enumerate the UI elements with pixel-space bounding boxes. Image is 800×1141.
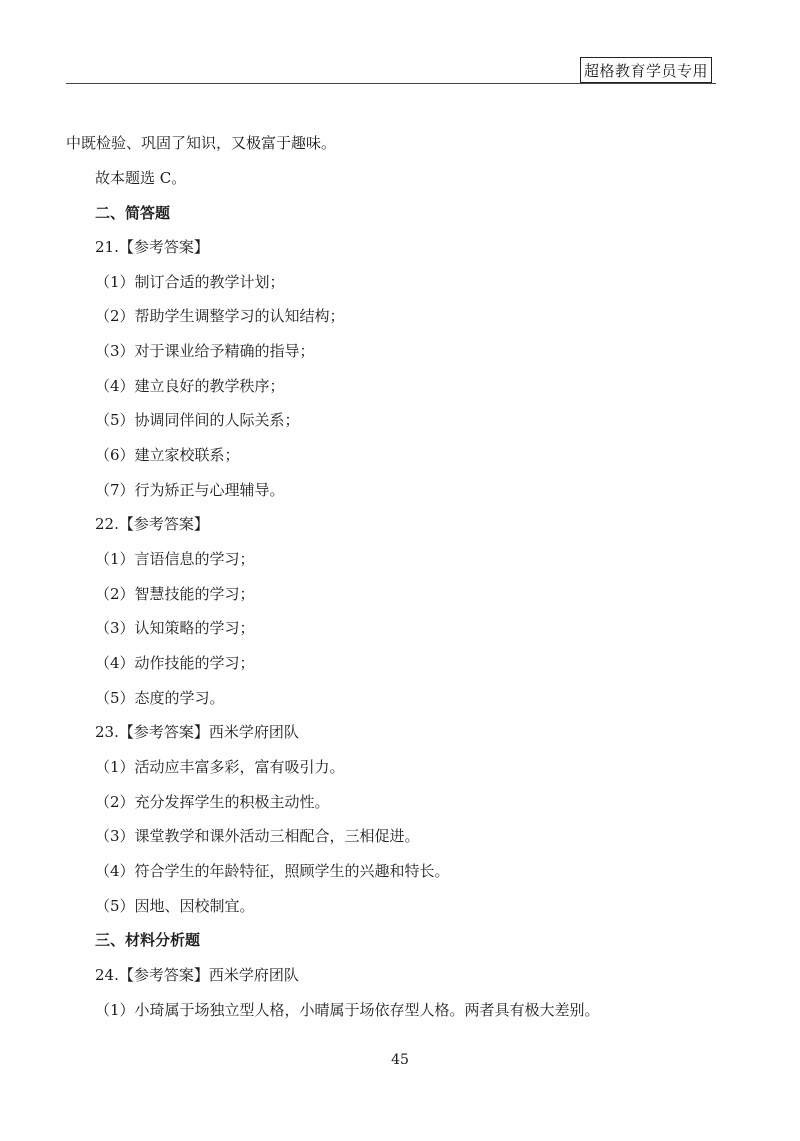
list-item: （1）制订合适的教学计划； xyxy=(95,273,285,291)
list-item: （3）对于课业给予精确的指导； xyxy=(95,342,315,360)
list-item: （1）言语信息的学习； xyxy=(95,550,255,568)
list-item: （5）态度的学习。 xyxy=(95,689,225,707)
section-heading: 三、材料分析题 xyxy=(95,931,201,949)
list-item: （2）充分发挥学生的积极主动性。 xyxy=(95,793,330,811)
list-item: （2）智慧技能的学习； xyxy=(95,585,255,603)
answer-heading: 24.【参考答案】西米学府团队 xyxy=(95,966,299,984)
answer-heading: 21.【参考答案】 xyxy=(95,238,209,256)
list-item: （1）活动应丰富多彩，富有吸引力。 xyxy=(95,758,345,776)
header-rule xyxy=(66,83,716,84)
list-item: （4）动作技能的学习； xyxy=(95,654,255,672)
answer-heading: 23.【参考答案】西米学府团队 xyxy=(95,723,299,741)
list-item: （6）建立家校联系； xyxy=(95,446,240,464)
list-item: （1）小琦属于场独立型人格，小晴属于场依存型人格。两者具有极大差别。 xyxy=(95,1001,600,1019)
list-item: （7）行为矫正与心理辅导。 xyxy=(95,481,285,499)
section-heading: 二、简答题 xyxy=(95,204,171,222)
list-item: （3）课堂教学和课外活动三相配合，三相促进。 xyxy=(95,827,420,845)
list-item: （5）因地、因校制宜。 xyxy=(95,897,255,915)
list-item: （5）协调同伴间的人际关系； xyxy=(95,411,300,429)
list-item: （4）建立良好的教学秩序； xyxy=(95,377,285,395)
text-line: 中既检验、巩固了知识，又极富于趣味。 xyxy=(66,134,337,152)
list-item: （2）帮助学生调整学习的认知结构； xyxy=(95,307,345,325)
list-item: （4）符合学生的年龄特征，照顾学生的兴趣和特长。 xyxy=(95,862,450,880)
list-item: （3）认知策略的学习； xyxy=(95,619,255,637)
header-badge: 超格教育学员专用 xyxy=(580,57,712,83)
answer-heading: 22.【参考答案】 xyxy=(95,515,209,533)
page-number: 45 xyxy=(391,1052,409,1068)
text-line: 故本题选 C。 xyxy=(95,169,187,187)
